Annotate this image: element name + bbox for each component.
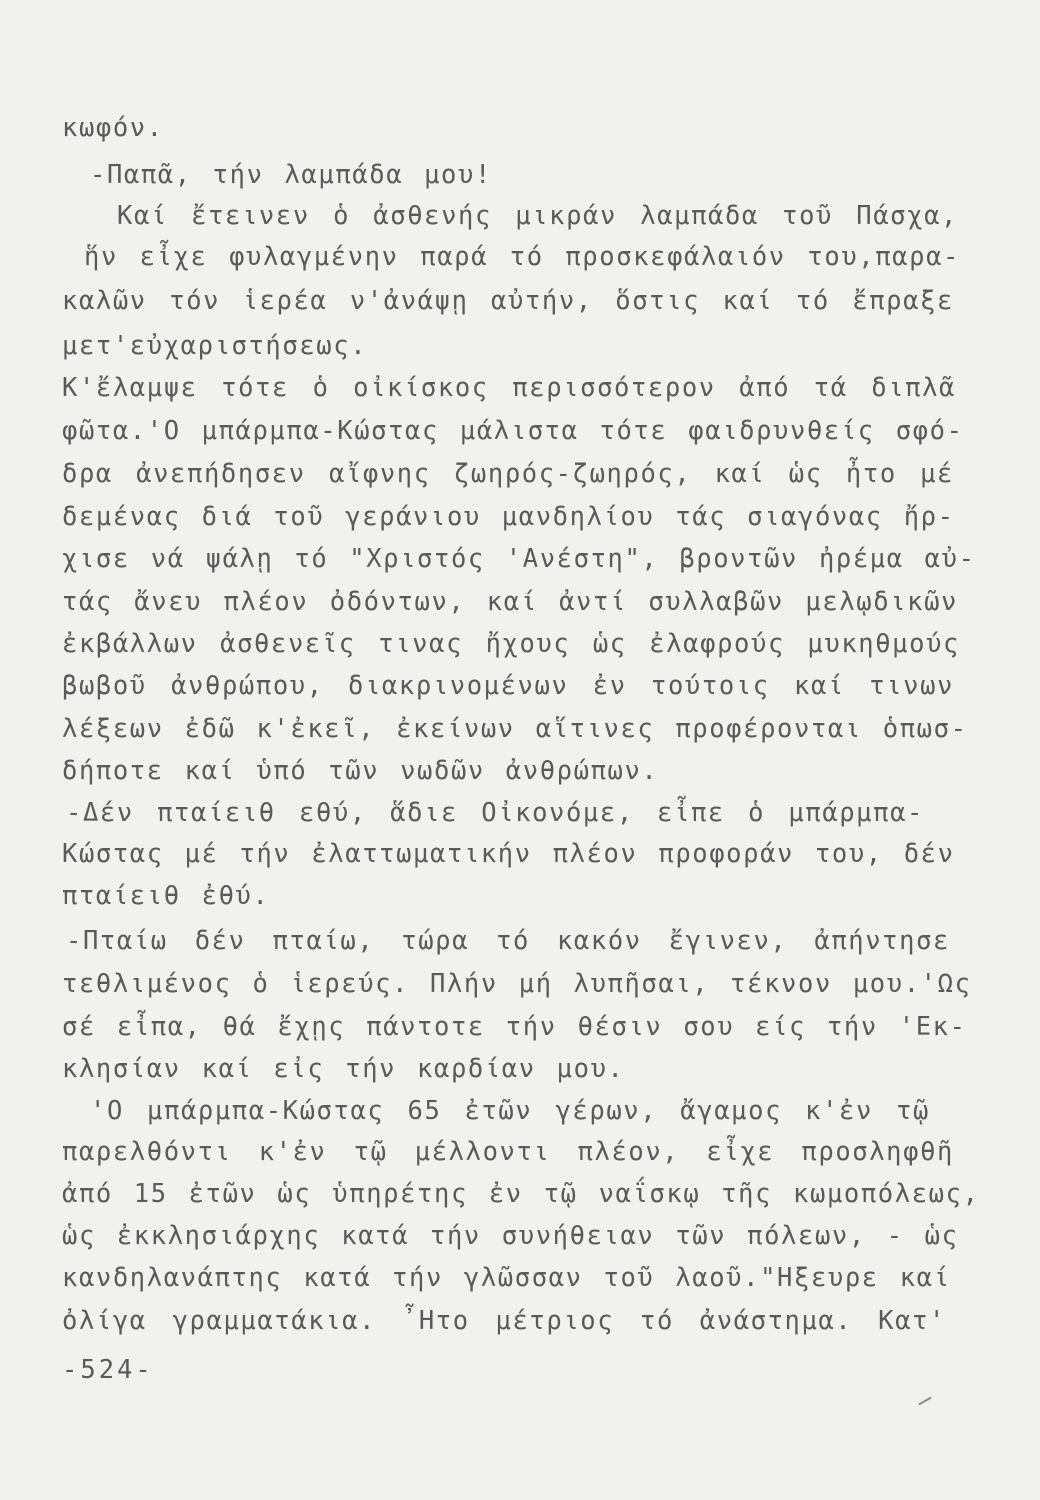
- text-line: λέξεων ἐδῶ κ'ἐκεῖ, ἐκείνων αἵτινες προφέρονται ὁπωσ-: [62, 714, 968, 744]
- text-line: Κώστας μέ τήν ἐλαττωματικήν πλέον προφοράν του, δέν: [62, 839, 955, 869]
- page-number: -524-: [62, 1355, 154, 1385]
- text-line: φῶτα.'Ο μπάρμπα-Κώστας μάλιστα τότε φαιδρυνθείς σφό-: [62, 416, 964, 446]
- text-line: πταίειθ ἐθύ.: [62, 881, 270, 911]
- text-line: 'Ο μπάρμπα-Κώστας 65 ἐτῶν γέρων, ἄγαμος κ'ἐν τῷ: [90, 1096, 930, 1126]
- text-line: τεθλιμένος ὁ ἱερεύς. Πλήν μή λυπῆσαι, τέκνον μου.'Ως: [62, 969, 972, 999]
- text-line: κωφόν.: [62, 113, 164, 143]
- text-line: Καί ἔτεινεν ὁ ἀσθενής μικράν λαμπάδα τοῦ Πάσχα,: [117, 201, 958, 231]
- text-line: βωβοῦ ἀνθρώπου, διακρινομένων ἐν τούτοις καί τινων: [62, 671, 954, 701]
- text-line: -Δέν πταίειθ εθύ, ἅδιε Οἰκονόμε, εἶπε ὁ μπάρμπα-: [66, 798, 924, 828]
- text-line: σέ εἶπα, θά ἔχῃς πάντοτε τήν θέσιν σου είς τήν 'Εκ-: [62, 1012, 967, 1042]
- text-line: ἐκβάλλων ἀσθενεῖς τινας ἤχους ὡς ἐλαφρούς μυκηθμούς: [62, 629, 960, 659]
- text-line: μετ'εὐχαριστήσεως.: [62, 331, 368, 361]
- text-line: παρελθόντι κ'ἐν τῷ μέλλοντι πλέον, εἶχε προσληφθῆ: [62, 1137, 954, 1167]
- ink-speck: [918, 1397, 931, 1406]
- text-line: δρα ἀνεπήδησεν αἴφνης ζωηρός-ζωηρός, καί ὡς ἦτο μέ: [62, 459, 954, 489]
- text-line: δεμένας διά τοῦ γεράνιου μανδηλίου τάς σιαγόνας ἤρ-: [62, 502, 955, 532]
- text-line: κλησίαν καί εἰς τήν καρδίαν μου.: [62, 1054, 625, 1084]
- text-line: καλῶν τόν ἱερέα ν'ἀνάψῃ αὐτήν, ὅστις καί τό ἔπραξε: [62, 286, 954, 316]
- text-line: ὀλίγα γραμματάκια. ῏Ητο μέτριος τό ἀνάστημα. Κατ': [62, 1306, 946, 1336]
- text-line: ἥν εἶχε φυλαγμένην παρά τό προσκεφάλαιόν του,παρα-: [84, 242, 960, 272]
- text-line: τάς ἄνευ πλέον ὀδόντων, καί ἀντί συλλαβῶν μελῳδικῶν: [62, 587, 958, 617]
- text-line: χισε νά ψάλῃ τό "Χριστός 'Ανέστη", βροντῶν ἠρέμα αὐ-: [62, 544, 976, 574]
- text-line: ὡς ἐκκλησιάρχης κατά τήν συνήθειαν τῶν πόλεων, - ὡς: [62, 1221, 959, 1251]
- text-line: κανδηλανάπτης κατά τήν γλῶσσαν τοῦ λαοῦ."Ηξευρε καί: [62, 1263, 951, 1293]
- text-line: ἀπό 15 ἐτῶν ὡς ὑπηρέτης ἐν τῷ ναΐσκῳ τῆς κωμοπόλεως,: [62, 1179, 980, 1209]
- text-line: Κ'ἔλαμψε τότε ὁ οἰκίσκος περισσότερον ἀπό τά διπλᾶ: [62, 373, 956, 403]
- text-line: -Παπᾶ, τήν λαμπάδα μου!: [90, 160, 492, 190]
- text-line: δήποτε καί ὑπό τῶν νωδῶν ἀνθρώπων.: [62, 756, 659, 786]
- text-line: -Πταίω δέν πταίω, τώρα τό κακόν ἔγινεν, ἀπήντησε: [66, 926, 950, 956]
